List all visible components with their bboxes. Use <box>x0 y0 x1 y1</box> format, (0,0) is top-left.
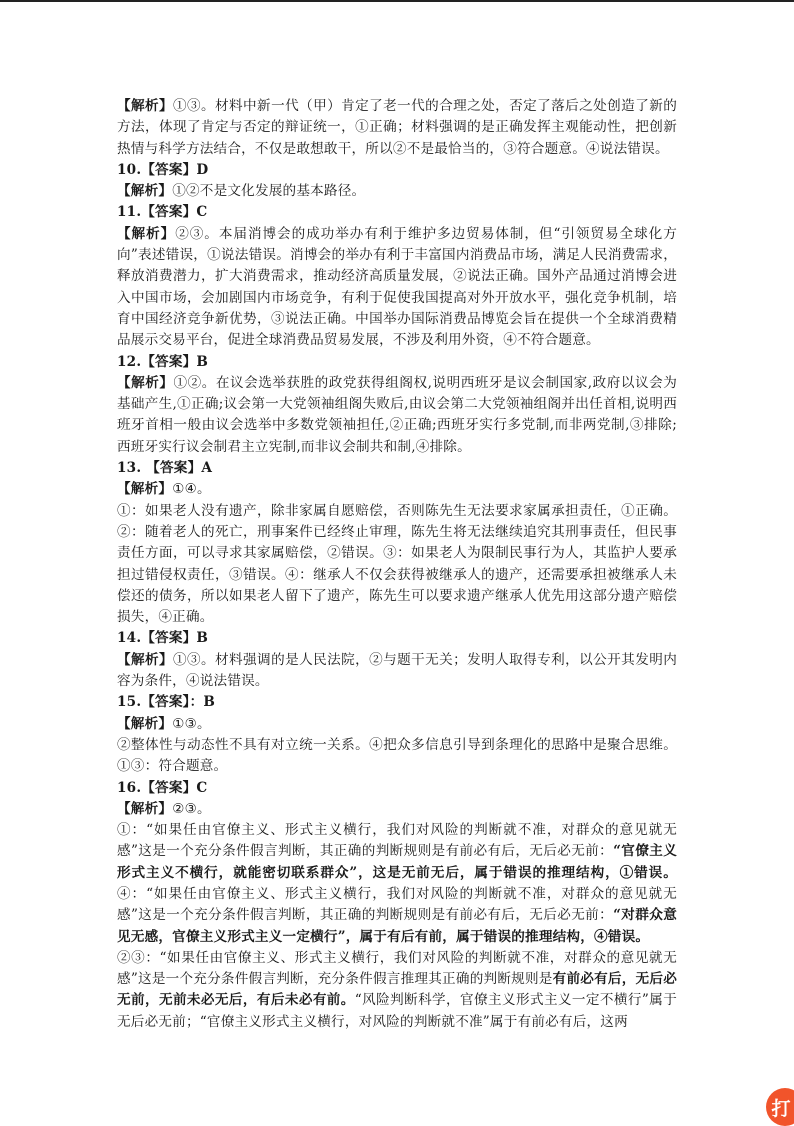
explanation-label: 【解析】 <box>117 651 174 668</box>
explanation-label: 【解析】 <box>117 183 173 200</box>
q13-detail: ①：如果老人没有遗产，除非家属自愿赔偿，否则陈先生无法要求家属承担责任，①正确。②：随着老人的死亡，刑事案件已经终止审理，陈先生将无法继续追究其刑事责任，但民事责任方面，可以寻求其家属赔偿，②错误。③：如果老人为限制民事行为人，其监护人要承担过错侵权责任，③错误。④：继承人不仅会获得被继承人的遗产，还需要承担被继承人未偿还的债务，所以如果老人留下了遗产，陈先生可以要求遗产继承人优先用这部分遗产赔偿损失，④正确。 <box>117 502 677 626</box>
explanation-label: 【解析】 <box>117 715 173 732</box>
q15-explanation: 【解析】①③。 <box>117 715 211 732</box>
q10-explanation: 【解析】①②不是文化发展的基本路径。 <box>117 183 366 200</box>
q15-detail: ②整体性与动态性不具有对立统一关系。④把众多信息引导到条理化的思路中是聚合思维。①③：符合题意。 <box>117 736 677 775</box>
explanation-label: 【解析】 <box>117 800 173 817</box>
q11-explanation: 【解析】②③。本届消博会的成功举办有利于维护多边贸易体制，但“引领贸易全球化方向”表述错误，①说法错误。消博会的举办有利于丰富国内消费品市场，满足人民消费需求，释放消费潜力，扩大消费需求，推动经济高质量发展，②说法正确。国外产品通过消博会进入中国市场，会加剧国内市场竞争，有利于促使我国提高对外开放水平，强化竞争机制，培育中国经济竞争新优势，③说法正确。中国举办国际消费品博览会旨在提供一个全球消费精品展示交易平台，促进全球消费品贸易发展，不涉及利用外资，④不符合题意。 <box>117 225 677 349</box>
top-border <box>0 0 794 2</box>
explanation-label: 【解析】 <box>117 374 174 391</box>
q9-explanation: 【解析】①③。材料中新一代（甲）肯定了老一代的合理之处，否定了落后之处创造了新的方法，体现了肯定与否定的辩证统一，①正确；材料强调的是正确发挥主观能动性，把创新热情与科学方法结合，不仅是敢想敢干，所以②不是最恰当的，③符合题意。④说法错误。 <box>117 98 677 157</box>
explanation-label: 【解析】 <box>117 481 173 498</box>
q13-answer: 13. 【答案】A <box>117 460 213 477</box>
q13-explanation: 【解析】①④。 <box>117 481 211 498</box>
q16-explanation: 【解析】②③。 <box>117 800 211 817</box>
floating-action-button[interactable]: 打 <box>766 1088 794 1126</box>
q14-explanation: 【解析】①③。材料强调的是人民法院，②与题干无关；发明人取得专利，以公开其发明内容为条件，④说法错误。 <box>117 651 677 690</box>
explanation-label: 【解析】 <box>117 98 174 114</box>
q11-answer: 11.【答案】C <box>117 204 208 221</box>
q16-detail-2: ②③：“如果任由官僚主义、形式主义横行，我们对风险的判断就不准，对群众的意见就无感”这是一个充分条件假言判断，充分条件假言推理其正确的判断规则是有前必有后，无后必无前，无前未必无后，有后未必有前。“风险判断科学，官僚主义形式主义一定不横行”属于无后必无前；“官僚主义形式主义横行，对风险的判断就不准”属于有前必有后，这两 <box>117 949 677 1030</box>
q12-answer: 12.【答案】B <box>117 353 209 370</box>
q12-explanation: 【解析】①②。在议会选举获胜的政党获得组阁权,说明西班牙是议会制国家,政府以议会为基础产生,①正确;议会第一大党领袖组阁失败后,由议会第二大党领袖组阁并出任首相,说明西班牙首相一般由议会选举中多数党领袖担任,②正确;西班牙实行多党制,而非两党制,③排除;西班牙实行议会制君主立宪制,而非议会制共和制,④排除。 <box>117 374 677 455</box>
q10-answer: 10.【答案】D <box>117 161 209 178</box>
q14-answer: 14.【答案】B <box>117 630 209 647</box>
q16-answer: 16.【答案】C <box>117 779 208 796</box>
q16-detail-1: ①：“如果任由官僚主义、形式主义横行，我们对风险的判断就不准，对群众的意见就无感”这是一个充分条件假言判断，其正确的判断规则是有前必有后，无后必无前：“官僚主义形式主义不横行，就能密切联系群众”，这是无前无后，属于错误的推理结构，①错误。④：“如果任由官僚主义、形式主义横行，我们对风险的判断就不准，对群众的意见就无感”这是一个充分条件假言判断，其正确的判断规则是有前必有后，无后必无前：“对群众意见无感，官僚主义形式主义一定横行”，属于有后有前，属于错误的推理结构，④错误。 <box>117 822 677 945</box>
explanation-label: 【解析】 <box>117 225 176 242</box>
answer-sheet <box>117 96 677 1033</box>
q15-answer: 15.【答案】：B <box>117 694 216 711</box>
